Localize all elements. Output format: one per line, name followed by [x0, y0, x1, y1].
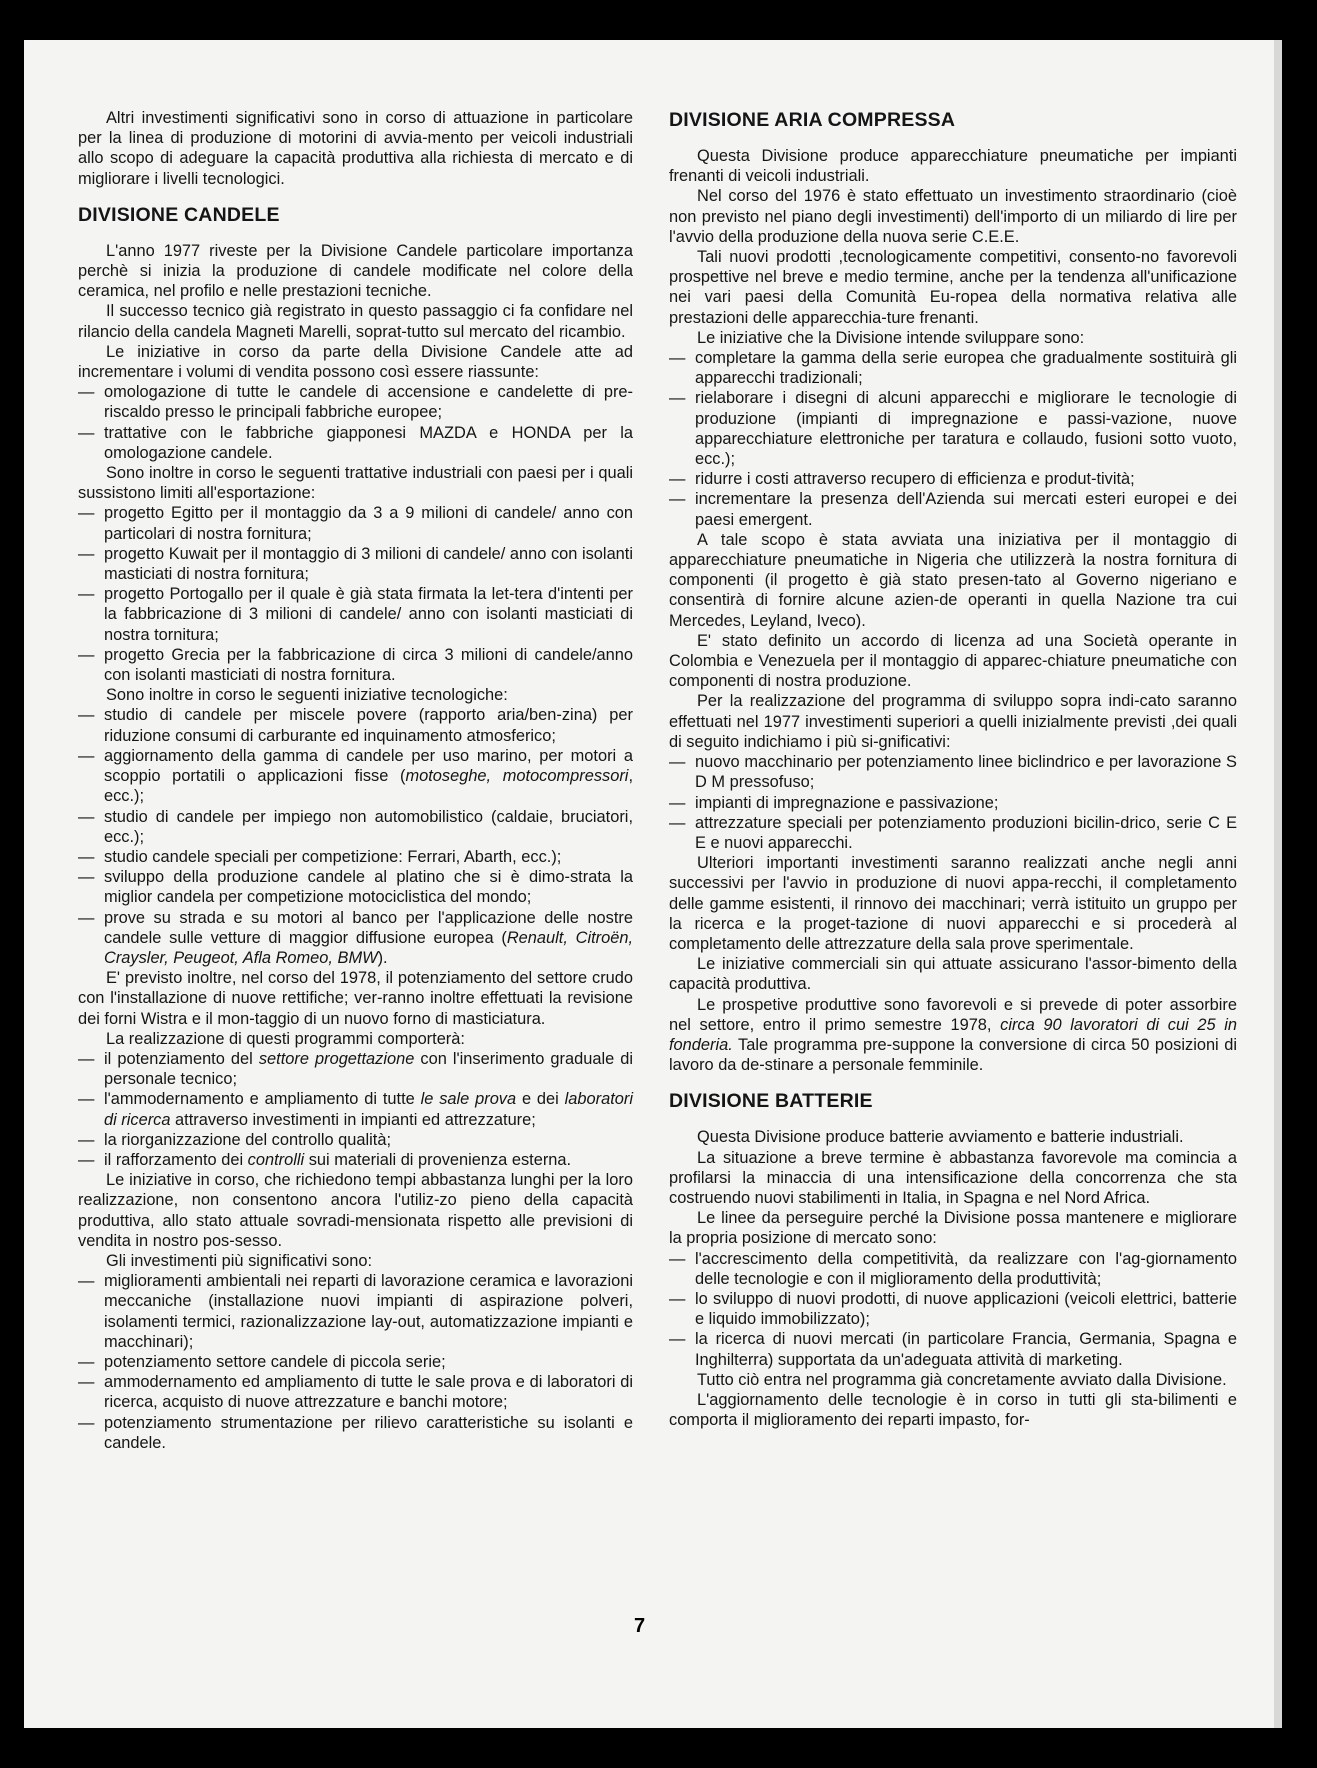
paragraph: Sono inoltre in corso le seguenti iniziative tecnologiche: — [106, 686, 508, 705]
paragraph: Ulteriori importanti investimenti saranno realizzati anche negli anni successivi per l'avvio in produzione di nuovi appa-recchi, il completamento delle gamme esistenti, il rinnovo dei macchinari; verrà istituito un gruppo per la ricerca e la proget-tazione di nuovi apparecchi e si procederà al completamento delle attrezzature della sala prove sperimentale. — [669, 854, 1237, 953]
list-item: — la ricerca di nuovi mercati (in particolare Francia, Germania, Spagna e Inghilterra) supportata da un'adeguata attività di marketing. — [669, 1330, 1237, 1369]
list-item: — studio candele speciali per competizione: Ferrari, Abarth, ecc.); — [78, 847, 562, 866]
paragraph: E' stato definito un accordo di licenza ad una Società operante in Colombia e Venezuela per il montaggio di apparec-chiature pneumatiche con componenti di nostra produzione. — [669, 631, 1237, 691]
list-item: — potenziamento settore candele di piccola serie; — [78, 1352, 446, 1371]
list-item: — l'ammodernamento e ampliamento di tutte le sale prova e dei laboratori di ricerca attraverso investimenti in impianti ed attrezzature; — [78, 1090, 633, 1129]
list-item: — rielaborare i disegni di alcuni apparecchi e migliorare le tecnologie di produzione (impianti di impregnazione e passi-vazione, nuove apparecchiature elettroniche per taratura e collaudo, fusioni sotto vuoto, ecc.); — [669, 389, 1237, 469]
list-item: — potenziamento strumentazione per rilievo caratteristiche su isolanti e candele. — [78, 1413, 633, 1452]
paragraph: Le iniziative in corso da parte della Divisione Candele atte ad incrementare i volumi di vendita possono così essere riassunte: — [78, 342, 633, 382]
section-heading-batterie: DIVISIONE BATTERIE — [669, 1090, 873, 1113]
paragraph: Le linee da perseguire perché la Divisione possa mantenere e migliorare la propria posizione di mercato sono: — [669, 1209, 1237, 1248]
list-item: — progetto Egitto per il montaggio da 3 a 9 milioni di candele/ anno con particolari di nostra fornitura; — [78, 504, 633, 543]
document-page — [24, 40, 1282, 1728]
paragraph: A tale scopo è stata avviata una iniziativa per il montaggio di apparecchiature pneumatiche in Nigeria che utilizzerà la nostra fornitura di componenti (il progetto è già stato presen-tato al Governo nigeriano e consentirà di fornire alcune azien-de operanti in quella Nazione tra cui Mercedes, Leyland, Iveco). — [669, 530, 1237, 630]
paragraph: Sono inoltre in corso le seguenti trattative industriali con paesi per i quali sussistono limiti all'esportazione: — [78, 464, 633, 503]
page-edge — [1274, 40, 1282, 1728]
left-column — [78, 108, 633, 1453]
list-item: — sviluppo della produzione candele al platino che si è dimo-strata la miglior candela per competizione motociclistica del mondo; — [78, 868, 633, 907]
paragraph: E' previsto inoltre, nel corso del 1978, il potenziamento del settore crudo con l'installazione di nuove rettifiche; ver-ranno inoltre effettuati la revisione dei forni Wistra e il mon-taggio di un nuovo forno di masticiatura. — [78, 969, 633, 1028]
list-item: — lo sviluppo di nuovi prodotti, di nuove applicazioni (veicoli elettrici, batterie e liquido immobilizzato); — [669, 1289, 1237, 1329]
paragraph: La situazione a breve termine è abbastanza favorevole ma comincia a profilarsi la minaccia di una intensificazione della concorrenza che sta costruendo nuovi stabilimenti in Italia, in Spagna e nel Nord Africa. — [669, 1148, 1237, 1207]
list-item: — trattative con le fabbriche giapponesi MAZDA e HONDA per la omologazione candele. — [78, 423, 633, 462]
list-item: — ridurre i costi attraverso recupero di efficienza e produt-tività; — [669, 470, 1135, 489]
paragraph: Le iniziative commerciali sin qui attuate assicurano l'assor-bimento della capacità produttiva. — [669, 955, 1237, 994]
list-item: — studio di candele per impiego non automobilistico (caldaie, bruciatori, ecc.); — [78, 807, 633, 846]
list-item: — la riorganizzazione del controllo qualità; — [78, 1130, 392, 1149]
list-item: — attrezzature speciali per potenziamento produzioni bicilin-drico, serie C E E e nuovi apparecchi. — [669, 813, 1237, 852]
list-item: — completare la gamma della serie europea che gradualmente sostituirà gli apparecchi tradizionali; — [669, 349, 1237, 388]
list-item: — l'accrescimento della competitività, da realizzare con l'ag-giornamento delle tecnologie e con il miglioramento della produttività; — [669, 1249, 1237, 1288]
paragraph: Questa Divisione produce apparecchiature pneumatiche per impianti frenanti di veicoli industriali. — [669, 147, 1237, 186]
paragraph: Tali nuovi prodotti ,tecnologicamente competitivi, consento-no favorevoli prospettive nel breve e medio termine, anche per la tendenza all'unificazione nei vari paesi della Comunità Eu-ropea della normativa relativa alle prestazioni delle apparecchia-ture frenanti. — [669, 248, 1237, 327]
list-item: — omologazione di tutte le candele di accensione e candelette di pre-riscaldo presso le principali fabbriche europee; — [78, 383, 633, 422]
paragraph: Questa Divisione produce batterie avviamento e batterie industriali. — [697, 1128, 1184, 1147]
section-heading-aria-compressa: DIVISIONE ARIA COMPRESSA — [669, 109, 956, 131]
list-item: — ammodernamento ed ampliamento di tutte le sale prova e di laboratori di ricerca, acquisto di nuove attrezzature e banchi motore; — [78, 1373, 633, 1412]
paragraph: Altri investimenti significativi sono in corso di attuazione in particolare per la linea di produzione di motorini di avvia-mento per veicoli industriali allo scopo di adeguare la capacità produttiva alla richiesta di mercato e di migliorare i livelli tecnologici. — [78, 109, 633, 188]
right-column — [669, 108, 1237, 1430]
list-item: — incrementare la presenza dell'Azienda sui mercati esteri europei e dei paesi emergent. — [669, 490, 1237, 529]
paragraph: Gli investimenti più significativi sono: — [106, 1251, 373, 1270]
section-heading-candele: DIVISIONE CANDELE — [78, 203, 280, 226]
list-item: — progetto Portogallo per il quale è già stata firmata la let-tera d'intenti per la fabbricazione di 3 milioni di candele/ anno con isolanti masticiati di nostra tornitura; — [78, 585, 633, 644]
paragraph: L'anno 1977 riveste per la Divisione Candele particolare importanza perchè si inizia la produzione di candele modificate nel colore della ceramica, nel profilo e nelle prestazioni tecniche. — [78, 241, 633, 301]
list-item: — aggiornamento della gamma di candele per uso marino, per motori a scoppio portatili o applicazioni fisse (motoseghe, motocompressori, ecc.); — [78, 746, 634, 806]
paragraph: Nel corso del 1976 è stato effettuato un investimento straordinario (cioè non previsto nel piano degli investimenti) dell'importo di un miliardo di lire per l'avvio della produzione della nuova serie C.E.E. — [669, 187, 1237, 246]
list-item: — studio di candele per miscele povere (rapporto aria/ben-zina) per riduzione consumi di carburante ed inquinamento atmosferico; — [78, 706, 633, 745]
list-item: — nuovo macchinario per potenziamento linee biclindrico e per lavorazione S D M pressofuso; — [669, 753, 1237, 792]
list-item: — impianti di impregnazione e passivazione; — [669, 793, 999, 812]
list-item: — miglioramenti ambientali nei reparti di lavorazione ceramica e lavorazioni meccaniche (installazione nuovi impianti di aspirazione polveri, isolamenti termici, razionalizzazione lay-out, automatizzazione impianti e macchinari); — [78, 1272, 633, 1351]
paragraph: Le iniziative in corso, che richiedono tempi abbastanza lunghi per la loro realizzazione, non consentono ancora l'utiliz-zo pieno della capacità produttiva, allo stato attuale sovradi-mensionata rispetto alle previsioni di vendita in nostro pos-sesso. — [78, 1171, 633, 1250]
paragraph: Il successo tecnico già registrato in questo passaggio ci fa confidare nel rilancio della candela Magneti Marelli, soprat-tutto sul mercato del ricambio. — [78, 302, 633, 341]
paragraph: La realizzazione di questi programmi comporterà: — [106, 1029, 465, 1048]
paragraph: Le prospetive produttive sono favorevoli e si prevede di poter assorbire nel settore, entro il primo semestre 1978, circa 90 lavoratori di cui 25 in fonderia. Tale programma pre-suppone la conversione di circa 50 posizioni di lavoro da de-stinare a personale femminile. — [669, 995, 1237, 1075]
list-item: — il rafforzamento dei controlli sui materiali di provenienza esterna. — [78, 1150, 572, 1169]
paragraph: Le iniziative che la Divisione intende sviluppare sono: — [697, 328, 1085, 347]
page-number: 7 — [634, 1615, 646, 1637]
paragraph: L'aggiornamento delle tecnologie è in corso in tutti gli sta-bilimenti e comporta il miglioramento dei reparti impasto, for- — [669, 1390, 1237, 1430]
paragraph: Tutto ciò entra nel programma già concretamente avviato dalla Divisione. — [697, 1370, 1227, 1389]
paragraph: Per la realizzazione del programma di sviluppo sopra indi-cato saranno effettuati nel 1977 investimenti superiori a quelli inizialmente previsti ,dei quali di seguito indichiamo i più si-gnificativi: — [669, 692, 1237, 751]
list-item: — progetto Kuwait per il montaggio di 3 milioni di candele/ anno con isolanti masticiati di nostra fornitura; — [78, 544, 633, 584]
list-item: — il potenziamento del settore progettazione con l'inserimento graduale di personale tecnico; — [78, 1049, 634, 1089]
list-item: — progetto Grecia per la fabbricazione di circa 3 milioni di candele/anno con isolanti masticiati di nostra fornitura. — [78, 645, 633, 685]
list-item: — prove su strada e su motori al banco per l'applicazione delle nostre candele sulle vetture di maggior diffusione europea (Renault, Citroën, Craysler, Peugeot, Afla Romeo, BMW). — [78, 908, 634, 967]
